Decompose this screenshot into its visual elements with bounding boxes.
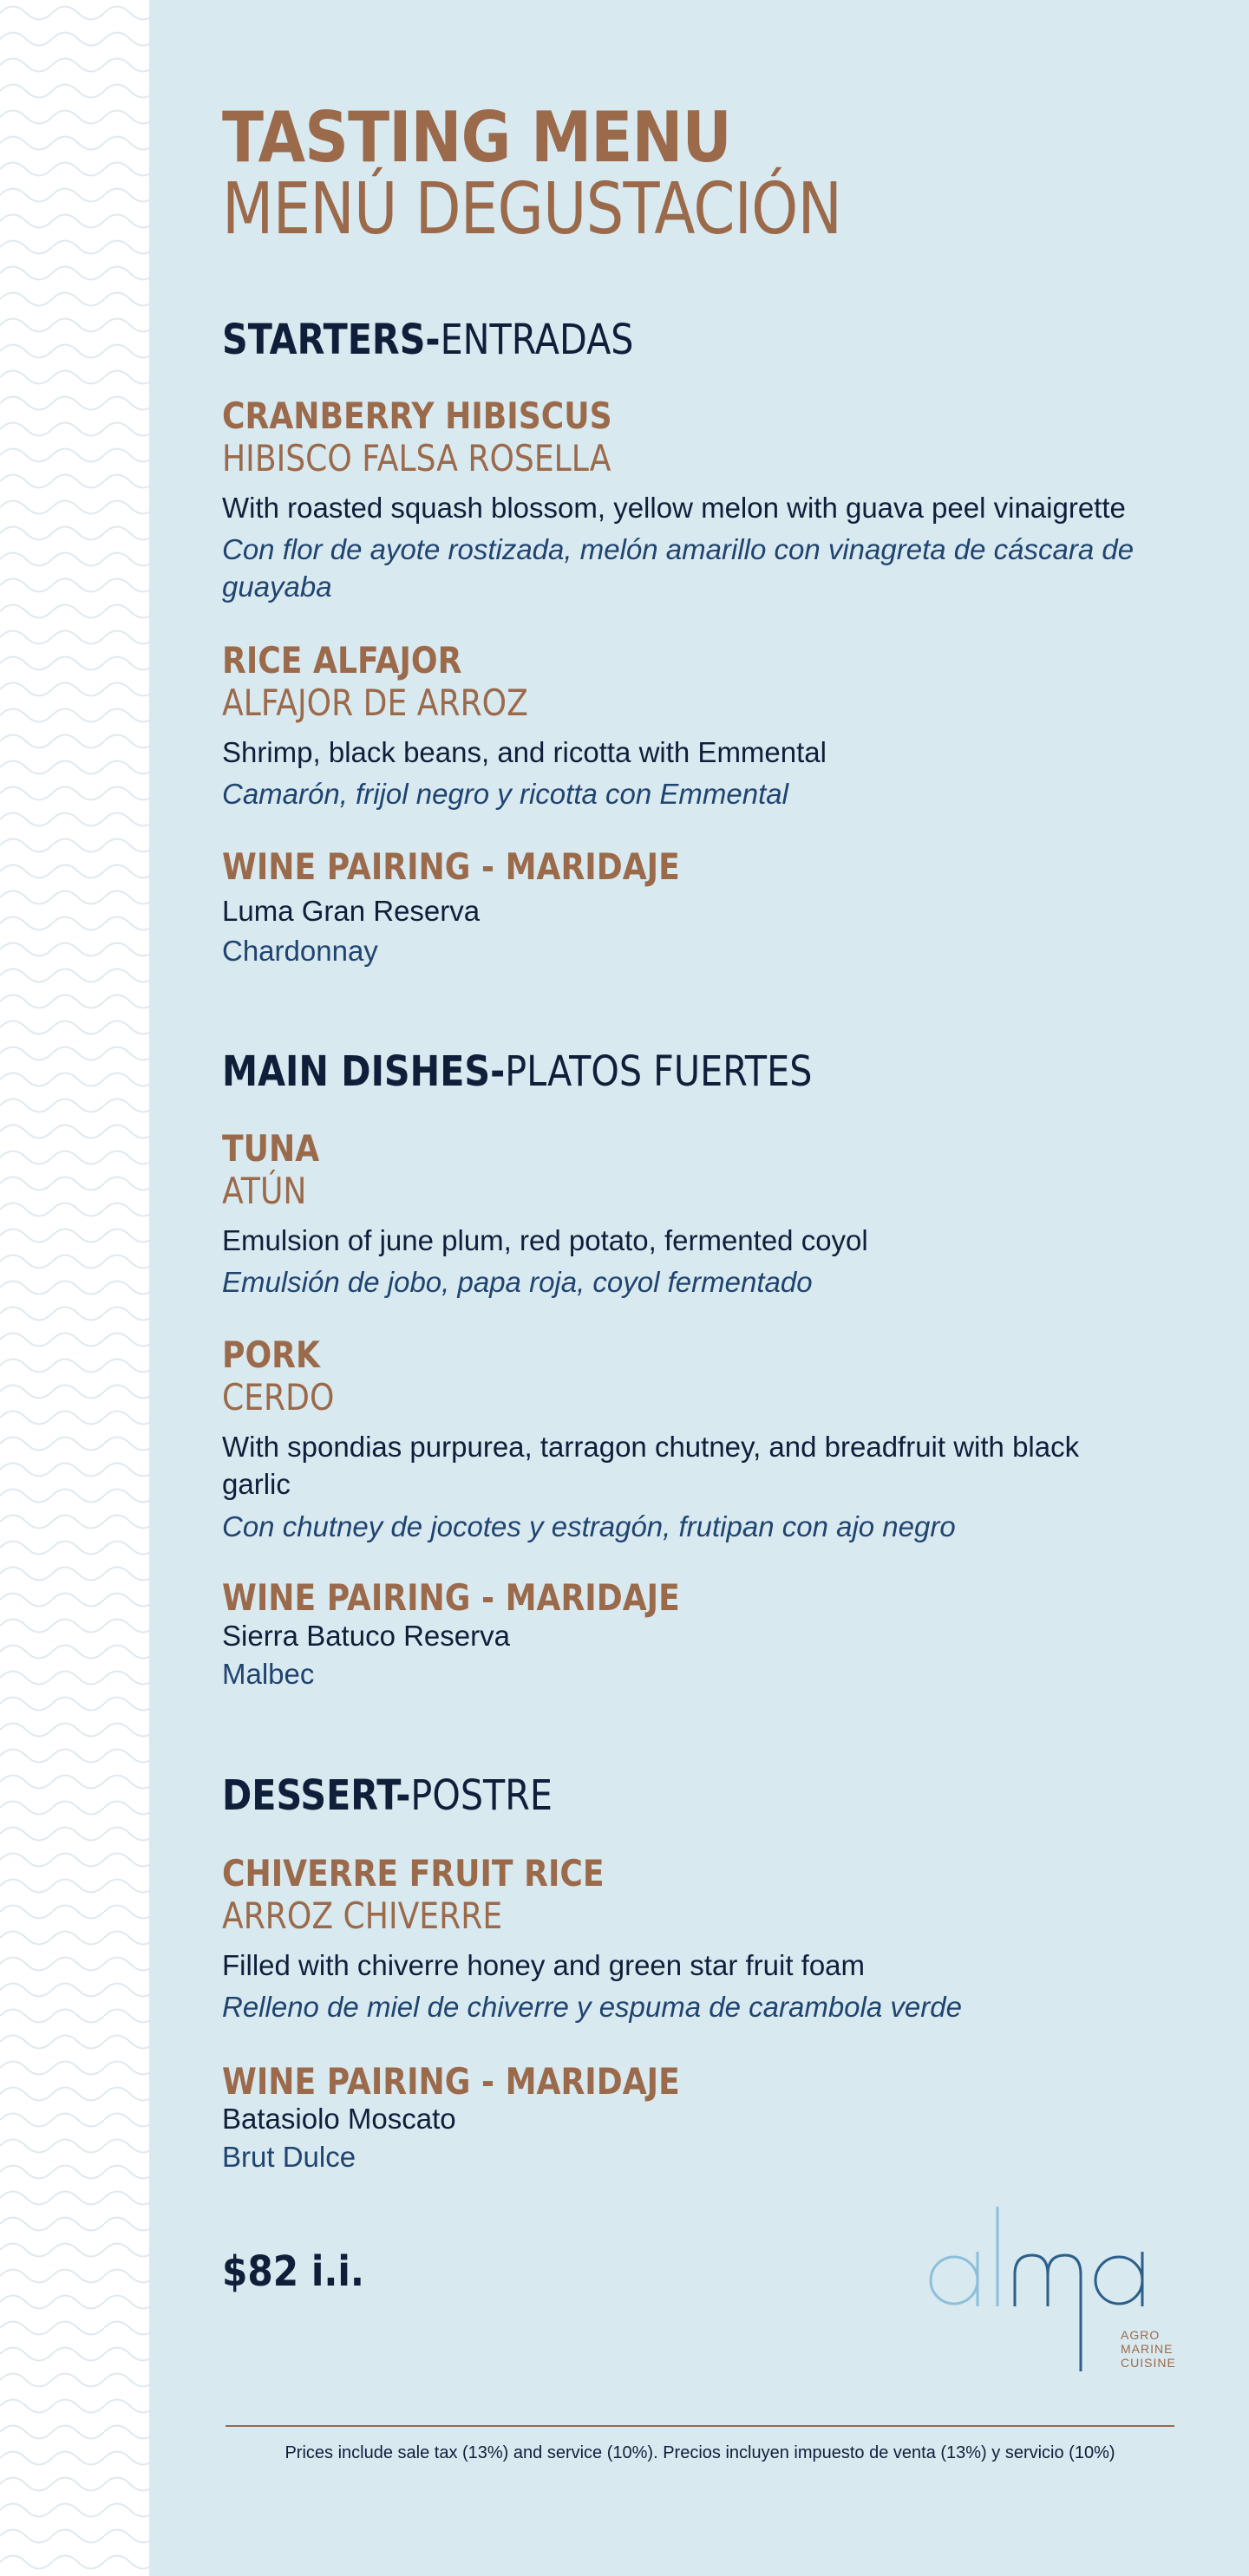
- dish-description-es: Emulsión de jobo, papa roja, coyol fermentado: [222, 1266, 813, 1298]
- menu-price: $82 i.i.: [222, 2247, 364, 2296]
- dish-description-en: Shrimp, black beans, and ricotta with Emmental: [222, 736, 827, 768]
- section-heading-starters: [222, 316, 634, 364]
- dish-description-es: Con flor de ayote rostizada, melón amarillo con vinagreta de cáscara de guayaba: [222, 533, 1135, 603]
- dish-name-en: RICE ALFAJOR: [222, 639, 462, 681]
- dish-description-es: Con chutney de jocotes y estragón, frutipan con ajo negro: [222, 1510, 956, 1542]
- price-footnote: Prices include sale tax (13%) and service (10%). Precios incluyen impuesto de venta (13%) y servicio (10%): [284, 2443, 1115, 2462]
- section-heading-en: STARTERS-: [222, 316, 441, 364]
- wine-pairing-label: WINE PAIRING - MARIDAJE: [222, 1576, 680, 1619]
- wine-type: Brut Dulce: [222, 2141, 356, 2173]
- dish-description-en: With roasted squash blossom, yellow melon with guava peel vinaigrette: [222, 492, 1126, 524]
- wine-name: Luma Gran Reserva: [222, 895, 481, 927]
- alma-logo: [928, 2172, 1180, 2371]
- wine-type: Chardonnay: [222, 935, 378, 967]
- section-heading-es: PLATOS FUERTES: [505, 1047, 813, 1096]
- dish-name-en: CRANBERRY HIBISCUS: [222, 395, 612, 437]
- section-heading-en: DESSERT-: [222, 1771, 411, 1820]
- logo-tagline-line: CUISINE: [1121, 2356, 1176, 2370]
- menu-title-en: TASTING MENU: [222, 97, 731, 178]
- decorative-wave-pattern: [0, 0, 149, 2576]
- section-heading-main-dishes: [222, 1047, 812, 1096]
- wine-name: Batasiolo Moscato: [222, 2103, 456, 2135]
- menu-title-es: MENÚ DEGUSTACIÓN: [222, 168, 842, 251]
- logo-tagline-line: MARINE: [1121, 2342, 1174, 2356]
- dish-name-en: PORK: [222, 1334, 320, 1376]
- dish-description-es: Camarón, frijol negro y ricotta con Emmental: [222, 778, 788, 810]
- wine-pairing-label: WINE PAIRING - MARIDAJE: [222, 2060, 680, 2103]
- wine-type: Malbec: [222, 1658, 315, 1690]
- dish-name-es: ARROZ CHIVERRE: [222, 1895, 503, 1937]
- footer-divider: [226, 2425, 1174, 2427]
- logo-tagline-line: AGRO: [1121, 2328, 1161, 2342]
- dish-name-es: HIBISCO FALSA ROSELLA: [222, 437, 611, 479]
- dish-name-en: TUNA: [222, 1127, 320, 1170]
- dish-description-en: Filled with chiverre honey and green star fruit foam: [222, 1949, 866, 1981]
- wine-pairing-label: WINE PAIRING - MARIDAJE: [222, 845, 680, 888]
- dish-name-es: ATÚN: [222, 1170, 307, 1212]
- dish-description-es: Relleno de miel de chiverre y espuma de carambola verde: [222, 1991, 962, 2023]
- dish-description-en: With spondias purpurea, tarragon chutney, and breadfruit with black garlic: [222, 1431, 1080, 1500]
- dish-description-en: Emulsion of june plum, red potato, fermented coyol: [222, 1224, 868, 1256]
- dish-name-es: ALFAJOR DE ARROZ: [222, 681, 528, 724]
- section-heading-es: ENTRADAS: [440, 316, 634, 364]
- dish-name-en: CHIVERRE FRUIT RICE: [222, 1852, 605, 1895]
- logo-tagline: [1121, 2328, 1176, 2370]
- section-heading-es: POSTRE: [410, 1771, 553, 1820]
- dish-name-es: CERDO: [222, 1376, 335, 1418]
- section-heading-dessert: [222, 1771, 553, 1820]
- wine-name: Sierra Batuco Reserva: [222, 1620, 510, 1652]
- section-heading-en: MAIN DISHES-: [222, 1047, 506, 1096]
